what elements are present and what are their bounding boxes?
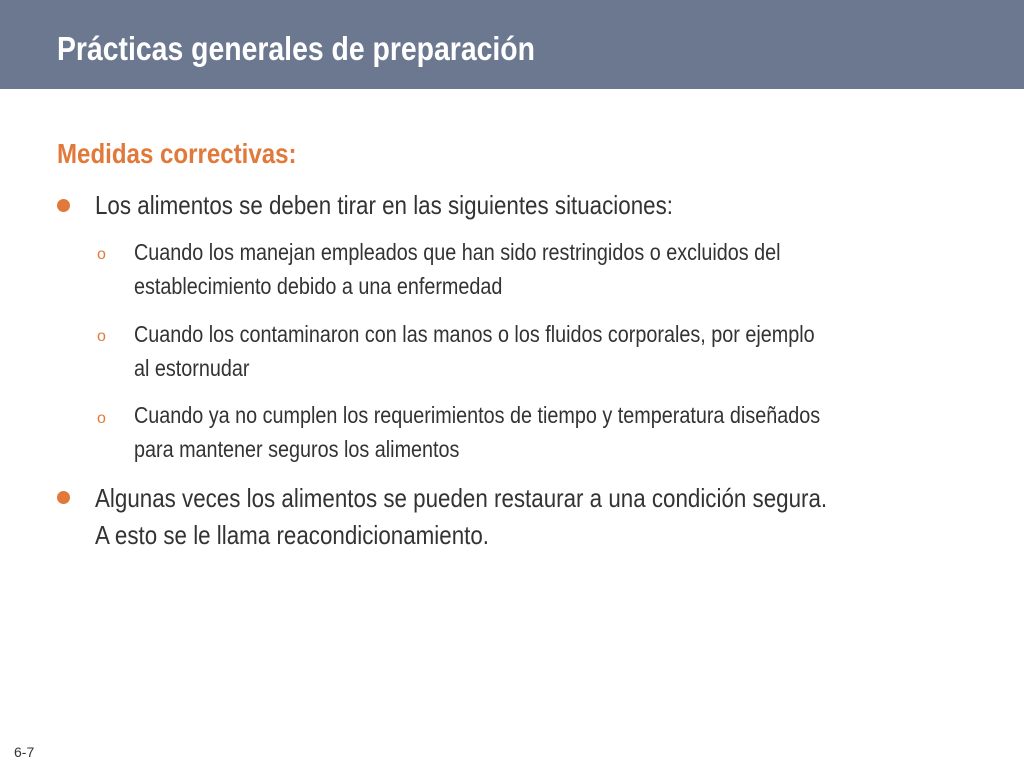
bullet-2-line-2: A esto se le llama reacondicionamiento.	[95, 520, 490, 550]
sub-item-3-line-2: para mantener seguros los alimentos	[134, 436, 460, 462]
slide-title: Prácticas generales de preparación	[57, 30, 535, 67]
sub-item-1-line-1: Cuando los manejan empleados que han sido restringidos o excluidos del	[134, 239, 781, 265]
bullet-dot-icon	[57, 491, 70, 504]
bullet-dot-icon	[57, 199, 70, 212]
slide-number: 6-7	[14, 744, 35, 760]
sub-item-2-line-2: al estornudar	[134, 355, 250, 381]
sub-item-2-line-1: Cuando los contaminaron con las manos o los fluidos corporales, por ejemplo	[134, 321, 815, 347]
sub-bullet-marker-icon: o	[97, 246, 106, 263]
section-subheading: Medidas correctivas:	[57, 138, 297, 169]
sub-bullet-marker-icon: o	[97, 410, 106, 427]
sub-item-3-line-1: Cuando ya no cumplen los requerimientos de tiempo y temperatura diseñados	[134, 402, 821, 428]
sub-bullet-marker-icon: o	[97, 328, 106, 345]
bullet-1-text: Los alimentos se deben tirar en las siguientes situaciones:	[95, 190, 673, 220]
bullet-2-line-1: Algunas veces los alimentos se pueden restaurar a una condición segura.	[95, 483, 828, 513]
sub-item-1-line-2: establecimiento debido a una enfermedad	[134, 273, 503, 299]
